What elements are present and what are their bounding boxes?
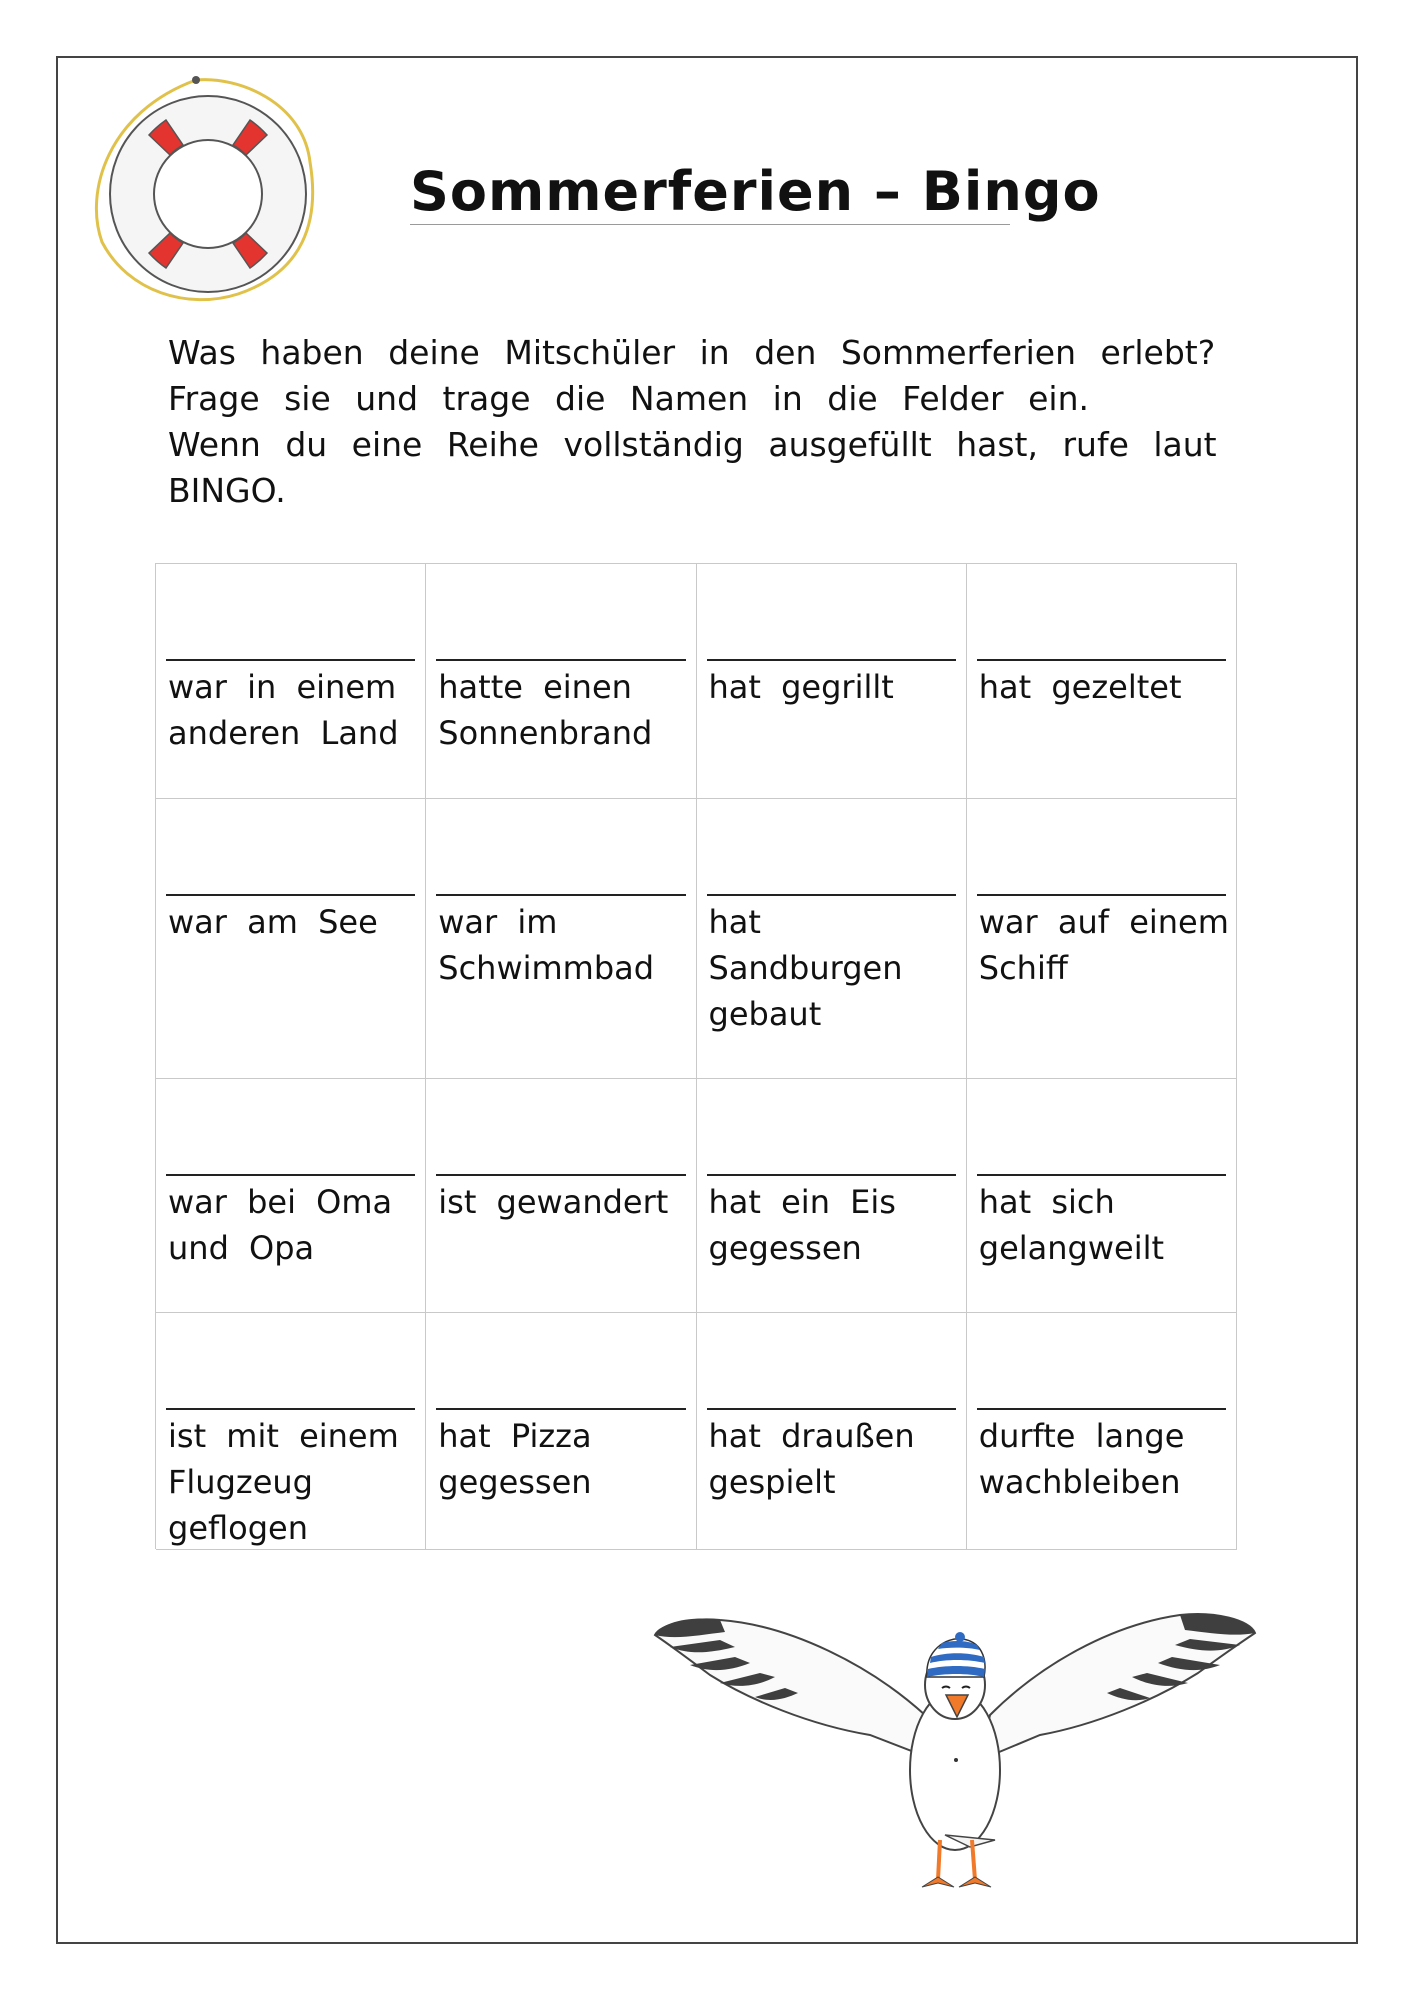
bingo-cell[interactable] bbox=[156, 799, 426, 1079]
name-line[interactable] bbox=[436, 659, 685, 661]
cell-label: war am See bbox=[168, 903, 378, 941]
cell-label: hat Sandburgen gebaut bbox=[708, 903, 903, 1033]
bingo-cell[interactable] bbox=[697, 564, 967, 799]
name-line[interactable] bbox=[166, 1174, 415, 1176]
cell-label: hat sich gelangweilt bbox=[978, 1183, 1165, 1267]
name-line[interactable] bbox=[707, 659, 956, 661]
name-line[interactable] bbox=[166, 894, 415, 896]
name-line[interactable] bbox=[166, 1408, 415, 1410]
bingo-cell[interactable] bbox=[967, 564, 1237, 799]
bingo-cell[interactable] bbox=[156, 1079, 426, 1313]
bingo-cell[interactable] bbox=[697, 799, 967, 1079]
name-line[interactable] bbox=[977, 894, 1226, 896]
bingo-cell[interactable] bbox=[156, 564, 426, 799]
cell-label: war auf einem Schiff bbox=[978, 903, 1229, 987]
name-line[interactable] bbox=[436, 1174, 685, 1176]
name-line[interactable] bbox=[707, 894, 956, 896]
bingo-cell[interactable] bbox=[156, 1313, 426, 1550]
name-line[interactable] bbox=[436, 1408, 685, 1410]
cell-label: hatte einen Sonnenbrand bbox=[438, 668, 653, 752]
name-line[interactable] bbox=[707, 1408, 956, 1410]
bingo-cell[interactable] bbox=[967, 1313, 1237, 1550]
title-underline bbox=[410, 224, 1010, 225]
cell-label: hat ein Eis gegessen bbox=[708, 1183, 896, 1267]
lifebuoy-icon bbox=[88, 72, 324, 314]
instruction-line: Wenn du eine Reihe vollständig ausgefüllt hast, rufe laut BINGO. bbox=[168, 425, 1217, 510]
cell-label: hat draußen gespielt bbox=[708, 1417, 915, 1501]
cell-label: durfte lange wachbleiben bbox=[978, 1417, 1185, 1501]
name-line[interactable] bbox=[977, 1174, 1226, 1176]
cell-label: war im Schwimmbad bbox=[438, 903, 655, 987]
name-line[interactable] bbox=[977, 1408, 1226, 1410]
name-line[interactable] bbox=[707, 1174, 956, 1176]
name-line[interactable] bbox=[436, 894, 685, 896]
bingo-cell[interactable] bbox=[426, 564, 696, 799]
bingo-cell[interactable] bbox=[426, 1313, 696, 1550]
bingo-cell[interactable] bbox=[697, 1313, 967, 1550]
seagull-icon bbox=[650, 1585, 1260, 1895]
cell-label: ist mit einem Flugzeug geflogen bbox=[168, 1417, 399, 1547]
bingo-cell[interactable] bbox=[967, 799, 1237, 1079]
bingo-cell[interactable] bbox=[697, 1079, 967, 1313]
name-line[interactable] bbox=[166, 659, 415, 661]
cell-label: hat gezeltet bbox=[978, 668, 1182, 706]
cell-label: ist gewandert bbox=[438, 1183, 669, 1221]
cell-label: war in einem anderen Land bbox=[168, 668, 399, 752]
page-title: Sommerferien – Bingo bbox=[410, 160, 1101, 223]
bingo-cell[interactable] bbox=[426, 1079, 696, 1313]
cell-label: hat Pizza gegessen bbox=[438, 1417, 592, 1501]
cell-label: war bei Oma und Opa bbox=[168, 1183, 393, 1267]
instructions bbox=[168, 330, 1248, 514]
bingo-grid bbox=[155, 563, 1237, 1549]
cell-label: hat gegrillt bbox=[708, 668, 894, 706]
bingo-cell[interactable] bbox=[967, 1079, 1237, 1313]
instruction-line: Was haben deine Mitschüler in den Sommerferien erlebt? Frage sie und trage die Namen in die Felder ein. bbox=[168, 333, 1216, 418]
name-line[interactable] bbox=[977, 659, 1226, 661]
bingo-cell[interactable] bbox=[426, 799, 696, 1079]
